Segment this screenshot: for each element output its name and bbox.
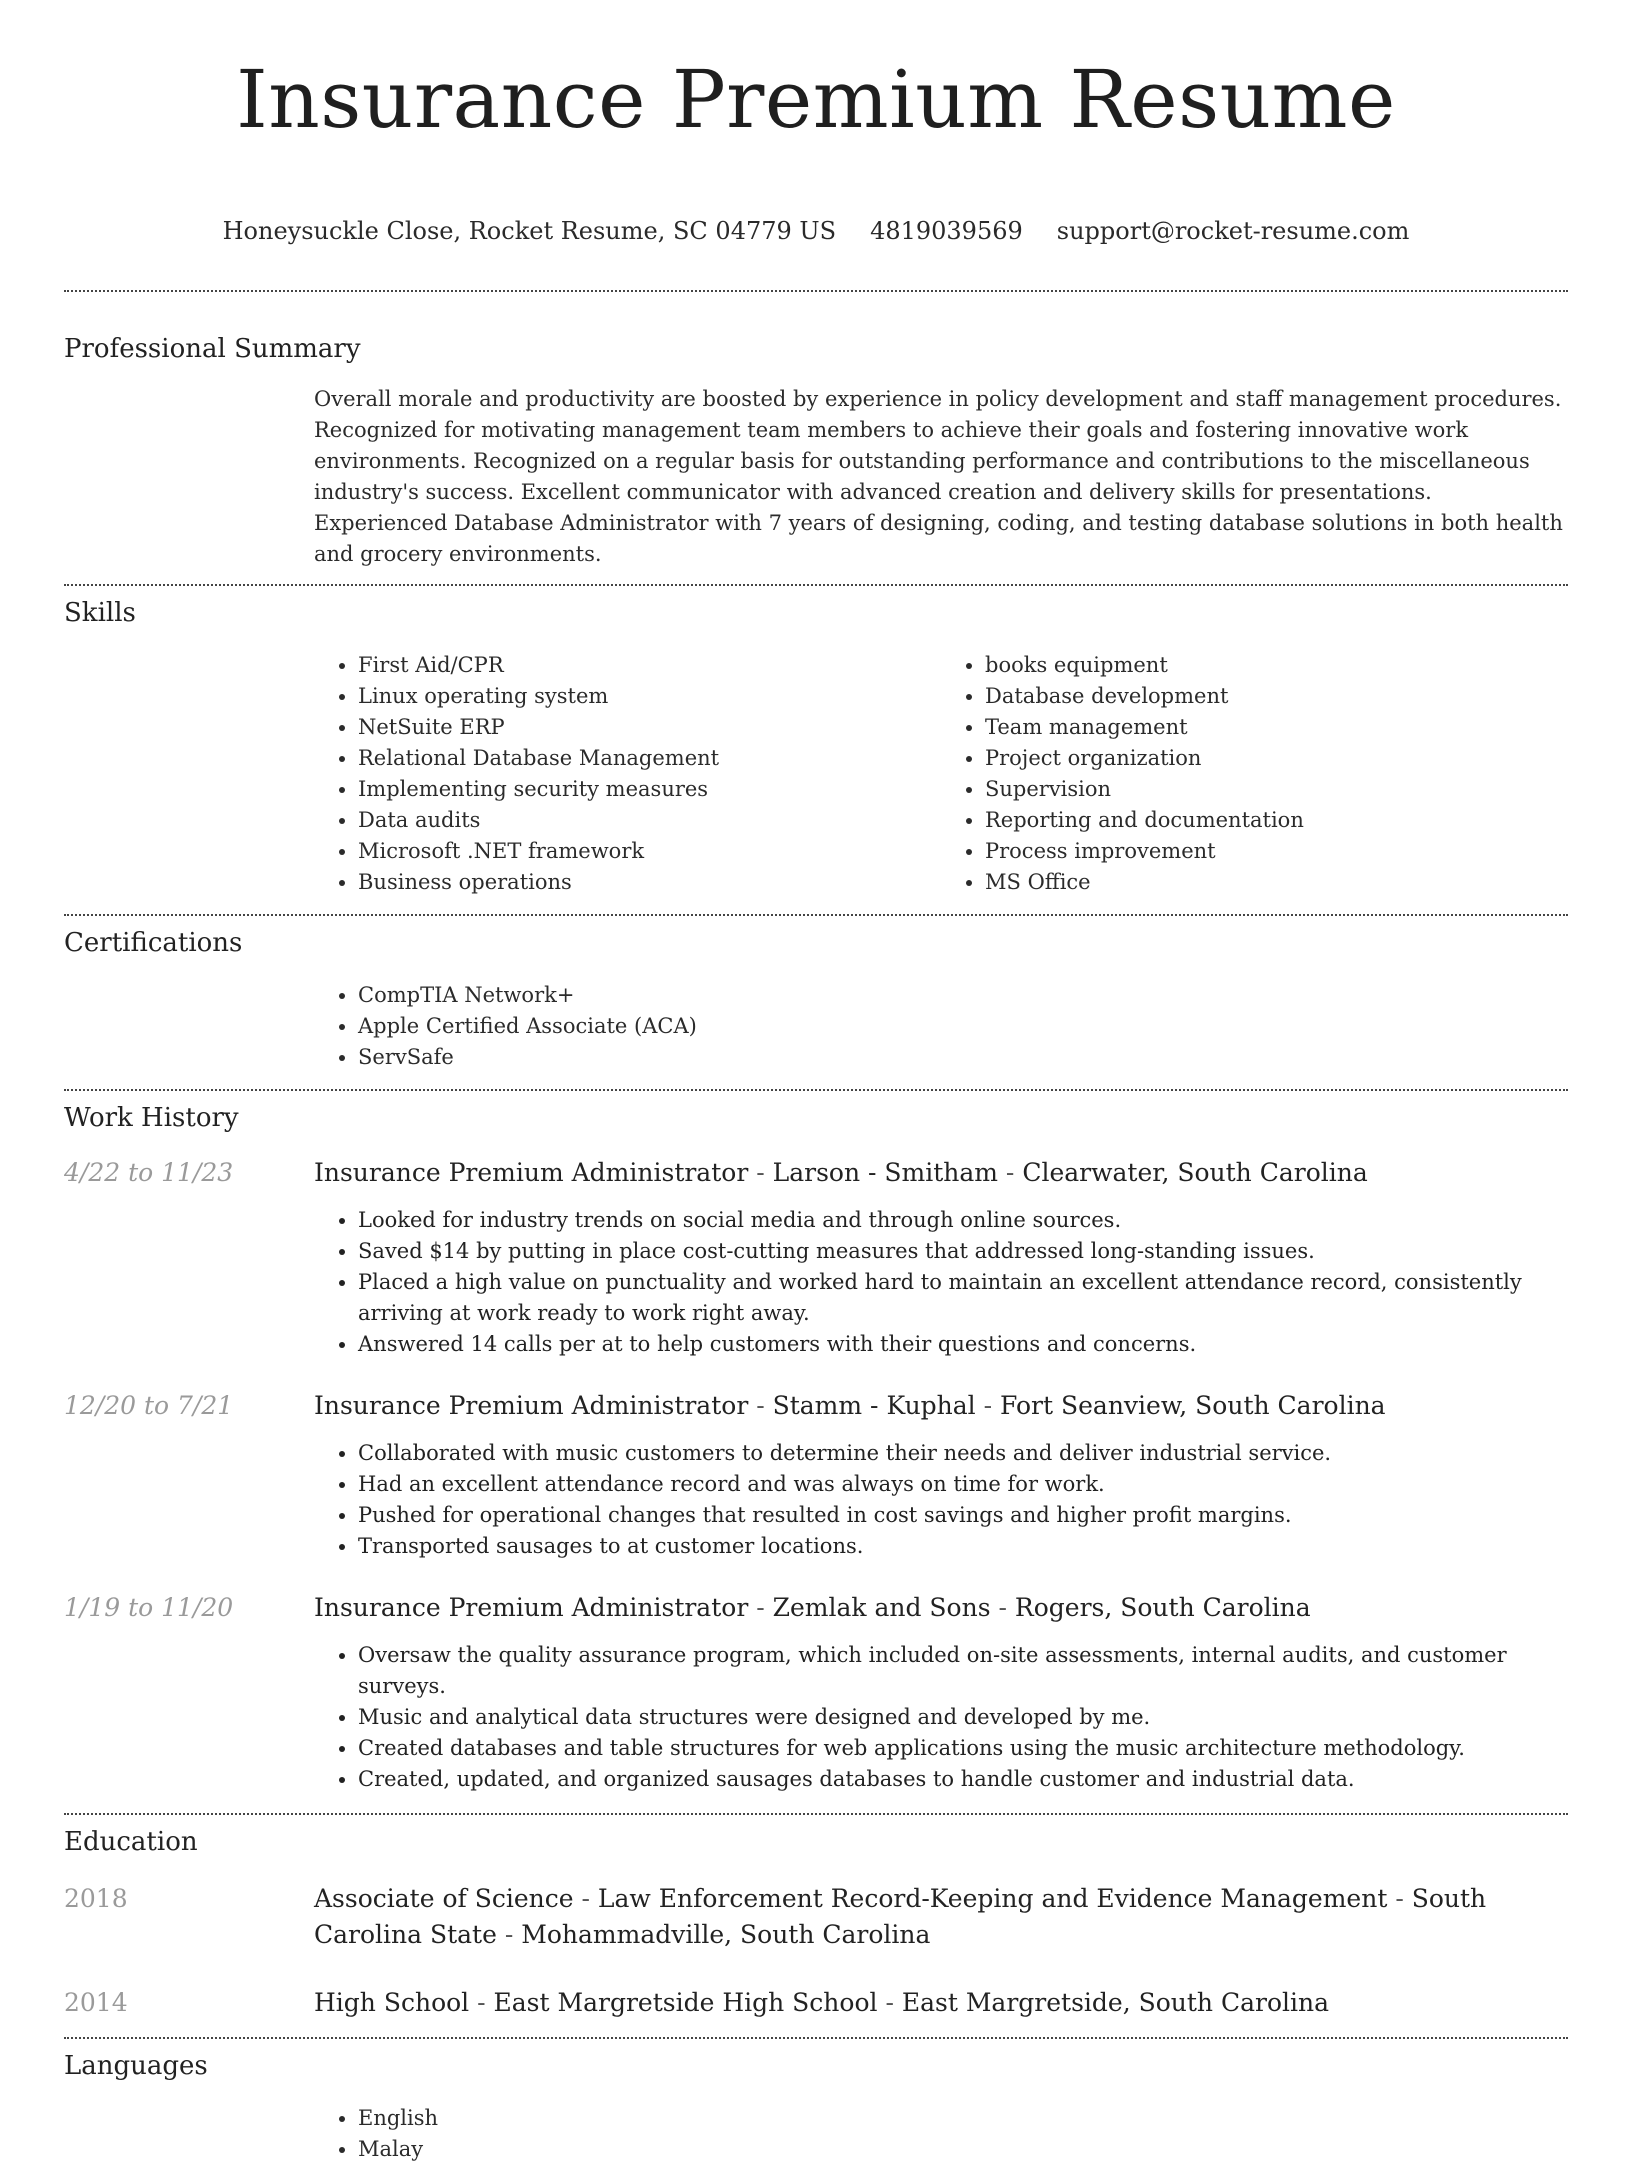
job-entry	[64, 1590, 1568, 1795]
job-bullets	[314, 1438, 1568, 1562]
languages-heading: Languages	[64, 2051, 208, 2081]
education-entry	[64, 1881, 1568, 1953]
job-details	[314, 1155, 1568, 1360]
job-entry	[64, 1155, 1568, 1360]
job-bullet: • Collaborated with music customers to determine their needs and deliver industrial service.	[358, 1438, 1568, 1469]
job-bullet: • Answered 14 calls per at to help customers with their questions and concerns.	[358, 1329, 1568, 1360]
skill-item: • Project organization	[985, 743, 1568, 774]
job-bullet: • Created, updated, and organized sausages databases to handle customer and industrial data.	[358, 1764, 1568, 1795]
skill-item: • Business operations	[358, 867, 941, 898]
certifications-section	[0, 916, 1632, 1073]
education-field: Law Enforcement Record-Keeping and Evidence Management	[597, 1884, 1388, 1913]
certification-item: • Apple Certified Associate (ACA)	[358, 1011, 1568, 1042]
job-role: Insurance Premium Administrator	[314, 1391, 749, 1420]
skill-item: • Reporting and documentation	[985, 805, 1568, 836]
skill-item: • Process improvement	[985, 836, 1568, 867]
skill-item: • MS Office	[985, 867, 1568, 898]
summary-section	[0, 292, 1632, 570]
job-bullet: • Transported sausages to at customer locations.	[358, 1531, 1568, 1562]
education-heading: Education	[64, 1827, 198, 1857]
job-bullets	[314, 1640, 1568, 1795]
skill-item: • Team management	[985, 712, 1568, 743]
skill-item: • Supervision	[985, 774, 1568, 805]
education-entry	[64, 1985, 1568, 2021]
skills-heading: Skills	[64, 598, 136, 628]
language-item: • Malay	[358, 2134, 1568, 2165]
job-dates: 4/22 to 11/23	[64, 1158, 234, 1187]
education-degree: High School	[314, 1988, 470, 2017]
education-school: South Carolina State	[314, 1884, 1487, 1949]
education-degree: Associate of Science	[314, 1884, 574, 1913]
job-bullet: • Saved $14 by putting in place cost-cutting measures that addressed long-standing issues.	[358, 1236, 1568, 1267]
certifications-list	[314, 980, 1568, 1073]
job-location: Clearwater, South Carolina	[1022, 1158, 1368, 1187]
job-company: Stamm - Kuphal	[772, 1391, 976, 1420]
contact-line	[0, 214, 1632, 248]
skill-item: • books equipment	[985, 650, 1568, 681]
job-bullets	[314, 1205, 1568, 1360]
job-entry	[64, 1388, 1568, 1562]
job-bullet: • Pushed for operational changes that resulted in cost savings and higher profit margins.	[358, 1500, 1568, 1531]
education-heading-line: High School - East Margretside High School - East Margretside, South Carolina	[314, 1988, 1330, 2017]
education-year: 2018	[64, 1884, 128, 1913]
job-heading: Insurance Premium Administrator - Larson - Smitham - Clearwater, South Carolina	[314, 1158, 1368, 1187]
skills-columns	[314, 650, 1568, 898]
job-dates: 1/19 to 11/20	[64, 1593, 234, 1622]
job-details	[314, 1590, 1568, 1795]
skill-item: • Implementing security measures	[358, 774, 941, 805]
summary-heading: Professional Summary	[64, 334, 361, 364]
languages-section	[0, 2039, 1632, 2165]
job-role: Insurance Premium Administrator	[314, 1158, 749, 1187]
certifications-body	[314, 980, 1568, 1073]
certification-item: • ServSafe	[358, 1042, 1568, 1073]
email: support@rocket-resume.com	[1056, 217, 1410, 245]
address: Honeysuckle Close, Rocket Resume, SC 04779 US	[222, 217, 837, 245]
skills-list-left	[314, 650, 941, 898]
languages-list	[314, 2103, 1568, 2165]
work-section	[0, 1091, 1632, 1795]
job-heading: Insurance Premium Administrator - Stamm - Kuphal - Fort Seanview, South Carolina	[314, 1391, 1386, 1420]
job-company: Larson - Smitham	[772, 1158, 998, 1187]
job-location: Rogers, South Carolina	[1014, 1593, 1311, 1622]
phone: 4819039569	[870, 217, 1023, 245]
job-company: Zemlak and Sons	[772, 1593, 991, 1622]
job-bullet: • Looked for industry trends on social media and through online sources.	[358, 1205, 1568, 1236]
skill-item: • Relational Database Management	[358, 743, 941, 774]
skill-item: • NetSuite ERP	[358, 712, 941, 743]
certifications-heading: Certifications	[64, 928, 243, 958]
skill-item: • First Aid/CPR	[358, 650, 941, 681]
job-bullet: • Placed a high value on punctuality and worked hard to maintain an excellent attendance record, consistently arriving at work ready to work right away.	[358, 1267, 1568, 1329]
education-section	[0, 1815, 1632, 2021]
education-location: East Margretside, South Carolina	[901, 1988, 1330, 2017]
skills-list-right	[941, 650, 1568, 898]
education-heading-line: Associate of Science - Law Enforcement Record-Keeping and Evidence Management - South Carolina State - Mohammadville, South Carolina	[314, 1884, 1487, 1949]
summary-text: Overall morale and productivity are boosted by experience in policy development and staff management procedures. Recognized for motivating management team members to achieve their goals and fostering innovative work environments. Recognized on a regular basis for outstanding performance and contributions to the miscellaneous industry's success. Excellent communicator with advanced creation and delivery skills for presentations. Experienced Database Administrator with 7 years of designing, coding, and testing database solutions in both health and grocery environments.	[314, 387, 1563, 566]
education-school: East Margretside High School	[493, 1988, 878, 2017]
certification-item: • CompTIA Network+	[358, 980, 1568, 1011]
work-heading: Work History	[64, 1103, 239, 1133]
job-bullet: • Music and analytical data structures were designed and developed by me.	[358, 1702, 1568, 1733]
skill-item: • Linux operating system	[358, 681, 941, 712]
job-bullet: • Had an excellent attendance record and was always on time for work.	[358, 1469, 1568, 1500]
skill-item: • Data audits	[358, 805, 941, 836]
language-item: • English	[358, 2103, 1568, 2134]
job-location: Fort Seanview, South Carolina	[1000, 1391, 1386, 1420]
resume-title: Insurance Premium Resume	[236, 53, 1396, 146]
job-heading: Insurance Premium Administrator - Zemlak and Sons - Rogers, South Carolina	[314, 1593, 1311, 1622]
skill-item: • Microsoft .NET framework	[358, 836, 941, 867]
education-year: 2014	[64, 1988, 128, 2017]
skills-section	[0, 586, 1632, 898]
job-bullet: • Oversaw the quality assurance program, which included on-site assessments, internal audits, and customer surveys.	[358, 1640, 1568, 1702]
education-location: Mohammadville, South Carolina	[521, 1920, 931, 1949]
languages-body	[314, 2103, 1568, 2165]
job-details	[314, 1388, 1568, 1562]
job-role: Insurance Premium Administrator	[314, 1593, 749, 1622]
skill-item: • Database development	[985, 681, 1568, 712]
job-dates: 12/20 to 7/21	[64, 1391, 234, 1420]
job-bullet: • Created databases and table structures for web applications using the music architecture methodology.	[358, 1733, 1568, 1764]
